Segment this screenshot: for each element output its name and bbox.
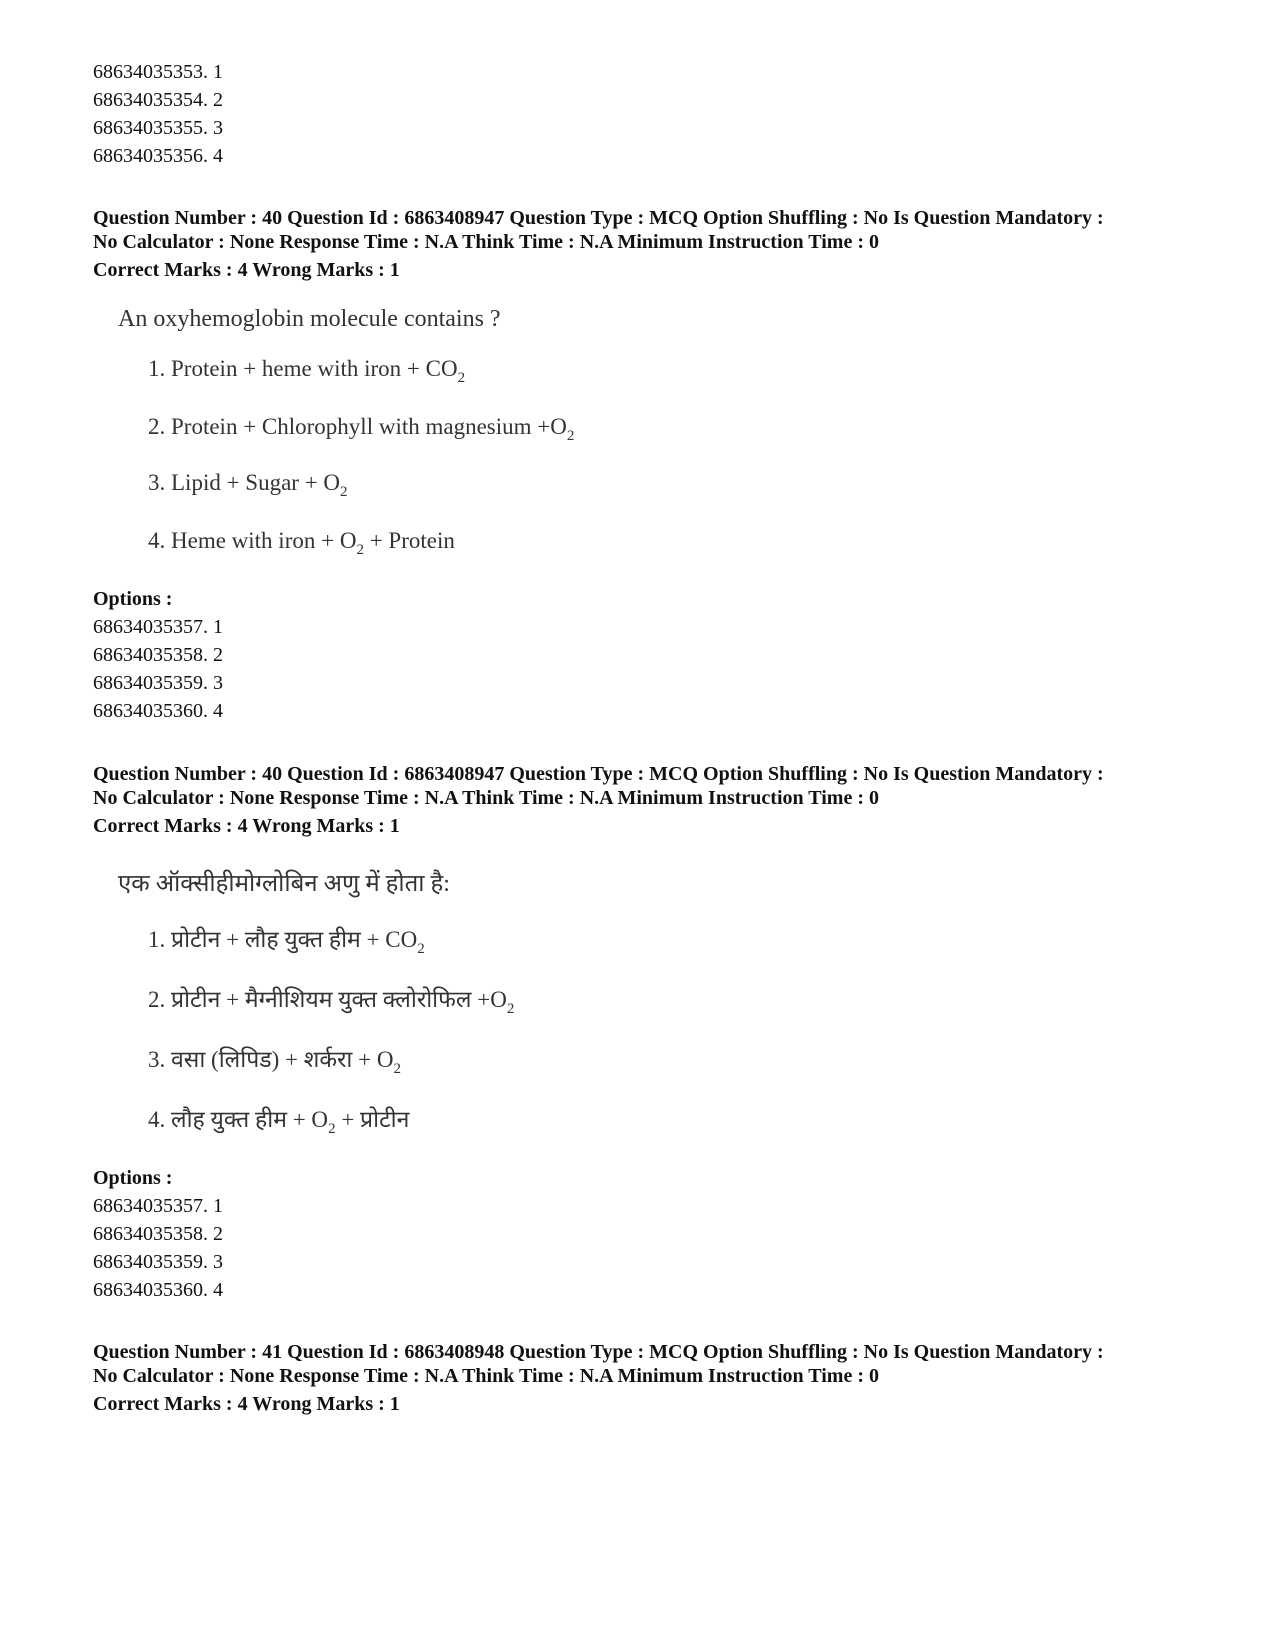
question-header (93, 1340, 1203, 1416)
question-image-hindi (118, 866, 515, 1137)
option-id-line: 68634035358. 2 (93, 644, 223, 666)
answer-choice-4: 4. Heme with iron + $O_2$ + Protein (148, 528, 455, 558)
options-label: Options : (93, 1167, 173, 1189)
previous-options-list (93, 58, 223, 170)
question-header-line1: Question Number : 40 Question Id : 6863408947 Question Type : MCQ Option Shuffling : No Is Question Mandatory : (93, 763, 1104, 785)
question-image-english (118, 306, 575, 558)
question-header (93, 762, 1203, 838)
option-id-line: 68634035360. 4 (93, 1279, 223, 1301)
answer-choice-3: 3. वसा (लिपिड) + शर्करा + $O_2$ (148, 1047, 401, 1077)
question-header-line2: No Calculator : None Response Time : N.A Think Time : N.A Minimum Instruction Time : 0 (93, 231, 879, 253)
option-id-line: 68634035356. 4 (93, 145, 223, 167)
option-id-line: 68634035353. 1 (93, 61, 223, 83)
option-id-line: 68634035359. 3 (93, 1251, 223, 1273)
answer-choice-1: 1. प्रोटीन + लौह युक्त हीम + $CO_2$ (148, 927, 425, 957)
answer-choice-2: 2. प्रोटीन + मैग्नीशियम युक्त क्लोरोफिल $+O_2$ (148, 987, 515, 1017)
answer-choice-4: 4. लौह युक्त हीम + $O_2$ + प्रोटीन (148, 1107, 410, 1137)
question-marks: Correct Marks : 4 Wrong Marks : 1 (93, 815, 400, 837)
question-stem: An oxyhemoglobin molecule contains ? (118, 306, 501, 332)
answer-choice-3: 3. Lipid + Sugar + $O_2$ (148, 470, 348, 500)
question-stem: एक ऑक्सीहीमोग्लोबिन अणु में होता है: (118, 871, 450, 897)
option-id-line: 68634035358. 2 (93, 1223, 223, 1245)
option-id-line: 68634035357. 1 (93, 1195, 223, 1217)
question-marks: Correct Marks : 4 Wrong Marks : 1 (93, 1393, 400, 1415)
question-header-line2: No Calculator : None Response Time : N.A Think Time : N.A Minimum Instruction Time : 0 (93, 787, 879, 809)
question-header (93, 206, 1203, 282)
option-id-line: 68634035360. 4 (93, 700, 223, 722)
answer-choice-2: 2. Protein + Chlorophyll with magnesium $+O_2$ (148, 414, 575, 444)
question-header-line2: No Calculator : None Response Time : N.A Think Time : N.A Minimum Instruction Time : 0 (93, 1365, 879, 1387)
option-id-line: 68634035359. 3 (93, 672, 223, 694)
options-block (93, 585, 223, 725)
option-id-line: 68634035354. 2 (93, 89, 223, 111)
question-header-line1: Question Number : 40 Question Id : 6863408947 Question Type : MCQ Option Shuffling : No Is Question Mandatory : (93, 207, 1104, 229)
answer-choice-1: 1. Protein + heme with iron + $CO_2$ (148, 356, 466, 386)
option-id-line: 68634035355. 3 (93, 117, 223, 139)
options-block (93, 1164, 223, 1304)
option-id-line: 68634035357. 1 (93, 616, 223, 638)
options-label: Options : (93, 588, 173, 610)
question-header-line1: Question Number : 41 Question Id : 6863408948 Question Type : MCQ Option Shuffling : No Is Question Mandatory : (93, 1341, 1104, 1363)
question-marks: Correct Marks : 4 Wrong Marks : 1 (93, 259, 400, 281)
